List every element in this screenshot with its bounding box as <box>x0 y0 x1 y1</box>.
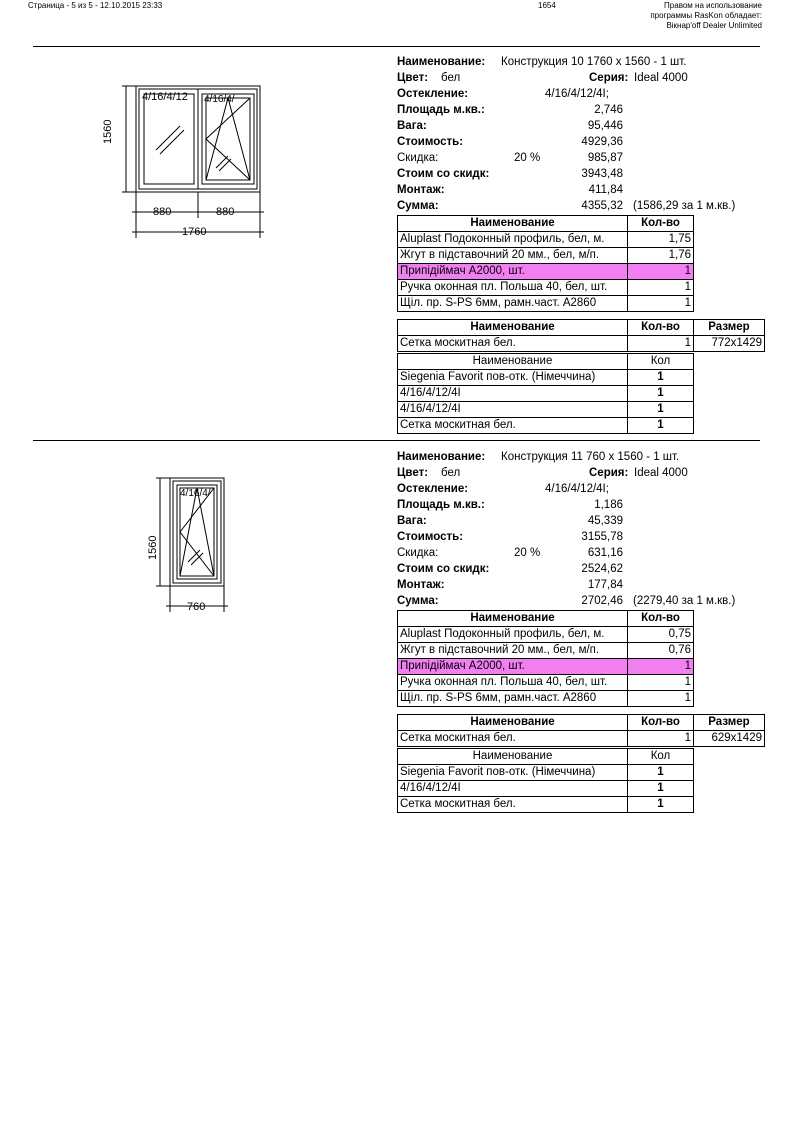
cell-text: Aluplast Подоконный профиль, бел, м. <box>398 627 628 643</box>
height-dimension: 1560 <box>102 119 114 144</box>
cell-text: 20 % <box>514 547 541 559</box>
cell-text: Конструкция 11 760 х 1560 - 1 шт. <box>501 451 680 463</box>
table-row <box>398 248 694 264</box>
cell-text: 1 <box>628 765 694 781</box>
components-table-2 <box>397 748 694 813</box>
cell-text: бел <box>441 72 461 84</box>
cell-text: Вага: <box>397 120 427 132</box>
column-header: Кол-во <box>628 611 694 627</box>
rights-line-3: Вікнар'off Dealer Unlimited <box>666 21 762 30</box>
cell-text: 0,75 <box>628 627 694 643</box>
cell-text: 1 <box>628 659 694 675</box>
cell-text: Щіл. пр. S-PS 6мм, рамн.част. А2860 <box>398 691 628 707</box>
cell-text: Скидка: <box>397 152 439 164</box>
rights-notice <box>650 1 762 31</box>
sash-label: 4/16/4/ <box>180 488 211 499</box>
cell-text: Вага: <box>397 515 427 527</box>
cell-text: Жгут в підставочний 20 мм., бел, м/п. <box>398 643 628 659</box>
nets-table-2 <box>397 714 765 747</box>
column-header: Кол-во <box>628 715 694 731</box>
cell-text: 45,339 <box>587 515 623 527</box>
construction-info-2 <box>397 449 767 609</box>
table-row <box>398 296 694 312</box>
column-header: Кол <box>628 354 694 370</box>
cell-text: 985,87 <box>587 152 623 164</box>
height-dimension: 1560 <box>147 535 159 560</box>
materials-table-2 <box>397 610 694 707</box>
column-header: Кол-во <box>628 216 694 232</box>
separator-line <box>33 440 760 441</box>
cell-text: Ideal 4000 <box>634 72 688 84</box>
cell-text: 1,186 <box>594 499 623 511</box>
cell-text: 1 <box>628 691 694 707</box>
cell-text: 1 <box>628 386 694 402</box>
cell-text: 4/16/4/12/4I <box>398 402 628 418</box>
cell-text: 411,84 <box>588 184 623 196</box>
cell-text: 1 <box>628 296 694 312</box>
cell-text: Стоимость: <box>397 531 464 543</box>
column-header: Наименование <box>398 715 628 731</box>
cell-text: Цвет: <box>397 72 429 84</box>
cell-text: Сетка москитная бел. <box>398 731 628 747</box>
nets-table-1 <box>397 319 765 352</box>
doc-number: 1654 <box>538 1 556 10</box>
cell-text: 177,84 <box>587 579 623 591</box>
cell-text: 629x1429 <box>694 731 765 747</box>
width-dimension: 880 <box>153 206 172 218</box>
table-row <box>398 336 765 352</box>
rights-line-1: Правом на использование <box>664 1 762 10</box>
cell-text: Площадь м.кв.: <box>397 499 485 511</box>
cell-text: Цвет: <box>397 467 429 479</box>
table-row <box>398 659 694 675</box>
cell-text: Ручка оконная пл. Польша 40, бел, шт. <box>398 675 628 691</box>
cell-text: 0,76 <box>628 643 694 659</box>
table-row <box>398 386 694 402</box>
cell-text: 20 % <box>514 152 541 164</box>
cell-text: Серия: <box>589 72 629 84</box>
table-row <box>398 691 694 707</box>
cell-text: (1586,29 за 1 м.кв.) <box>633 200 736 212</box>
table-row <box>398 797 694 813</box>
total-width-dimension: 1760 <box>182 226 207 238</box>
column-header: Размер <box>694 715 765 731</box>
cell-text: (2279,40 за 1 м.кв.) <box>633 595 736 607</box>
cell-text: 2702,46 <box>581 595 623 607</box>
cell-text: Ручка оконная пл. Польша 40, бел, шт. <box>398 280 628 296</box>
cell-text: Монтаж: <box>397 184 445 196</box>
cell-text: 95,446 <box>587 120 623 132</box>
column-header: Наименование <box>398 216 628 232</box>
total-width-dimension: 760 <box>187 601 206 613</box>
cell-text: Скидка: <box>397 547 439 559</box>
separator-line <box>33 46 760 47</box>
sash-label: 4/16/4/ <box>204 94 235 105</box>
cell-text: Сетка москитная бел. <box>398 336 628 352</box>
cell-text: Сумма: <box>397 595 439 607</box>
cell-text: Жгут в підставочний 20 мм., бел, м/п. <box>398 248 628 264</box>
cell-text: Стоим со скидк: <box>397 168 490 180</box>
table-row <box>398 781 694 797</box>
cell-text: Стоимость: <box>397 136 464 148</box>
cell-text: 1 <box>628 264 694 280</box>
cell-text: 1 <box>628 781 694 797</box>
table-row <box>398 232 694 248</box>
cell-text: 3943,48 <box>581 168 623 180</box>
cell-text: 3155,78 <box>581 531 623 543</box>
table-row <box>398 280 694 296</box>
cell-text: 1,75 <box>628 232 694 248</box>
window-drawing-1 <box>100 78 280 243</box>
cell-text: Припідіймач А2000, шт. <box>398 264 628 280</box>
cell-text: Щіл. пр. S-PS 6мм, рамн.част. А2860 <box>398 296 628 312</box>
cell-text: 1,76 <box>628 248 694 264</box>
table-row <box>398 643 694 659</box>
table-row <box>398 675 694 691</box>
cell-text: Серия: <box>589 467 629 479</box>
column-header: Наименование <box>398 611 628 627</box>
cell-text: 2524,62 <box>581 563 623 575</box>
column-header: Наименование <box>398 320 628 336</box>
table-row <box>398 418 694 434</box>
materials-table-1 <box>397 215 694 312</box>
cell-text: Siegenia Favorit пов-отк. (Німеччина) <box>398 370 628 386</box>
cell-text: Остекление: <box>397 88 469 100</box>
cell-text: 631,16 <box>587 547 623 559</box>
cell-text: Наименование: <box>397 451 486 463</box>
column-header: Кол-во <box>628 320 694 336</box>
construction-info-1 <box>397 54 767 214</box>
components-table-1 <box>397 353 694 434</box>
cell-text: 4/16/4/12/4I <box>398 781 628 797</box>
table-row <box>398 370 694 386</box>
cell-text: Сумма: <box>397 200 439 212</box>
cell-text: Siegenia Favorit пов-отк. (Німеччина) <box>398 765 628 781</box>
table-row <box>398 731 765 747</box>
cell-text: 1 <box>628 336 694 352</box>
sash-label: 4/16/4/12 <box>142 91 188 103</box>
cell-text: 1 <box>628 418 694 434</box>
cell-text: Монтаж: <box>397 579 445 591</box>
cell-text: Aluplast Подоконный профиль, бел, м. <box>398 232 628 248</box>
cell-text: 4/16/4/12/4I <box>398 386 628 402</box>
rights-line-2: программы RasKon обладает: <box>650 11 762 20</box>
cell-text: 4/16/4/12/4I; <box>545 483 609 495</box>
cell-text: 2,746 <box>594 104 623 116</box>
cell-text: 1 <box>628 402 694 418</box>
cell-text: Припідіймач А2000, шт. <box>398 659 628 675</box>
table-row <box>398 627 694 643</box>
table-row <box>398 765 694 781</box>
cell-text: Ideal 4000 <box>634 467 688 479</box>
page-info: Страница - 5 из 5 - 12.10.2015 23:33 <box>28 1 163 10</box>
cell-text: Сетка москитная бел. <box>398 418 628 434</box>
cell-text: бел <box>441 467 461 479</box>
column-header: Размер <box>694 320 765 336</box>
cell-text: 4355,32 <box>581 200 623 212</box>
cell-text: Наименование: <box>397 56 486 68</box>
column-header: Наименование <box>398 354 628 370</box>
cell-text: Сетка москитная бел. <box>398 797 628 813</box>
cell-text: Остекление: <box>397 483 469 495</box>
column-header: Наименование <box>398 749 628 765</box>
cell-text: Стоим со скидк: <box>397 563 490 575</box>
cell-text: 1 <box>628 280 694 296</box>
cell-text: 1 <box>628 675 694 691</box>
cell-text: 4929,36 <box>581 136 623 148</box>
cell-text: 1 <box>628 797 694 813</box>
cell-text: 1 <box>628 370 694 386</box>
cell-text: Конструкция 10 1760 х 1560 - 1 шт. <box>501 56 687 68</box>
column-header: Кол <box>628 749 694 765</box>
cell-text: 4/16/4/12/4I; <box>545 88 609 100</box>
table-row <box>398 264 694 280</box>
cell-text: 1 <box>628 731 694 747</box>
cell-text: 772x1429 <box>694 336 765 352</box>
width-dimension: 880 <box>216 206 235 218</box>
table-row <box>398 402 694 418</box>
cell-text: Площадь м.кв.: <box>397 104 485 116</box>
